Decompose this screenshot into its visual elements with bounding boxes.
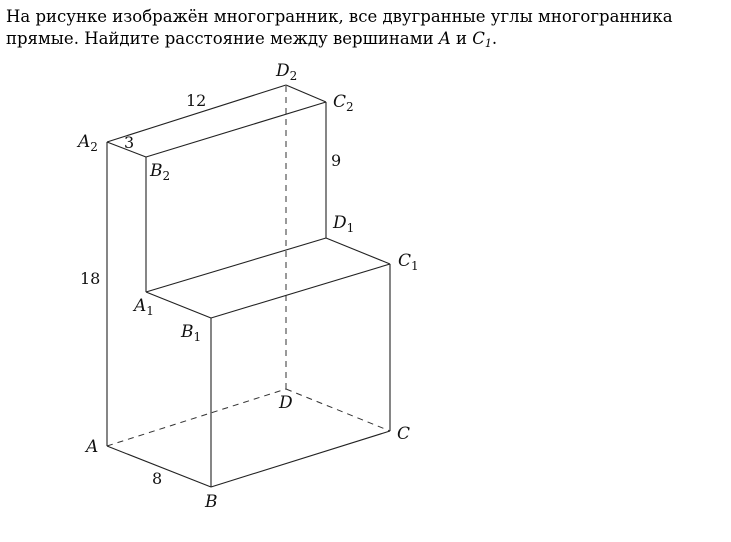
vertex-c1-ref-sub: 1 [484, 37, 492, 50]
vertex-c1-ref-base: C [472, 29, 485, 48]
edge-a1-d1 [146, 238, 326, 292]
problem-line-2-text: прямые. Найдите расстояние между вершинами [6, 29, 439, 48]
vertex-label-d: D [279, 393, 293, 413]
period: . [491, 29, 498, 48]
edge-b2-c2 [146, 102, 326, 157]
length-label-top-depth: 3 [124, 133, 135, 152]
edge-b1-c1 [211, 264, 390, 318]
edge-a1-b1 [146, 292, 211, 318]
vertex-label-b1: $B_1$ [181, 322, 202, 344]
conjunction: и [450, 29, 473, 48]
edge-d-c [286, 389, 390, 431]
vertex-label-a2: $A_2$ [78, 132, 98, 154]
vertex-label-b: B [205, 492, 218, 512]
vertex-label-c2: $C_2$ [333, 92, 354, 114]
hidden-edges [107, 85, 390, 446]
length-label-base-depth: 8 [152, 469, 163, 488]
edge-d1-c1 [326, 238, 390, 264]
visible-edges [107, 85, 390, 487]
vertex-label-c: C [397, 424, 411, 444]
vertex-label-c1: $C_1$ [398, 251, 419, 273]
edge-b-c [211, 431, 390, 487]
length-label-top-width: 12 [186, 91, 207, 110]
vertex-a-ref: A [438, 29, 451, 48]
vertex-label-b2: $B_2$ [150, 161, 171, 183]
edge-a-d [107, 389, 286, 446]
length-label-upper-height: 9 [331, 151, 342, 170]
edge-d2-c2 [286, 85, 326, 102]
vertex-label-a1: $A_1$ [134, 296, 154, 318]
vertex-label-d1: $D_1$ [333, 213, 355, 235]
vertex-label-d2: $D_2$ [276, 61, 298, 83]
vertex-labels [76, 61, 419, 512]
problem-line-1: На рисунке изображён многогранник, все двугранные углы многогранника [6, 7, 673, 26]
vertex-label-a: A [86, 437, 99, 457]
length-label-total-height: 18 [80, 269, 101, 288]
